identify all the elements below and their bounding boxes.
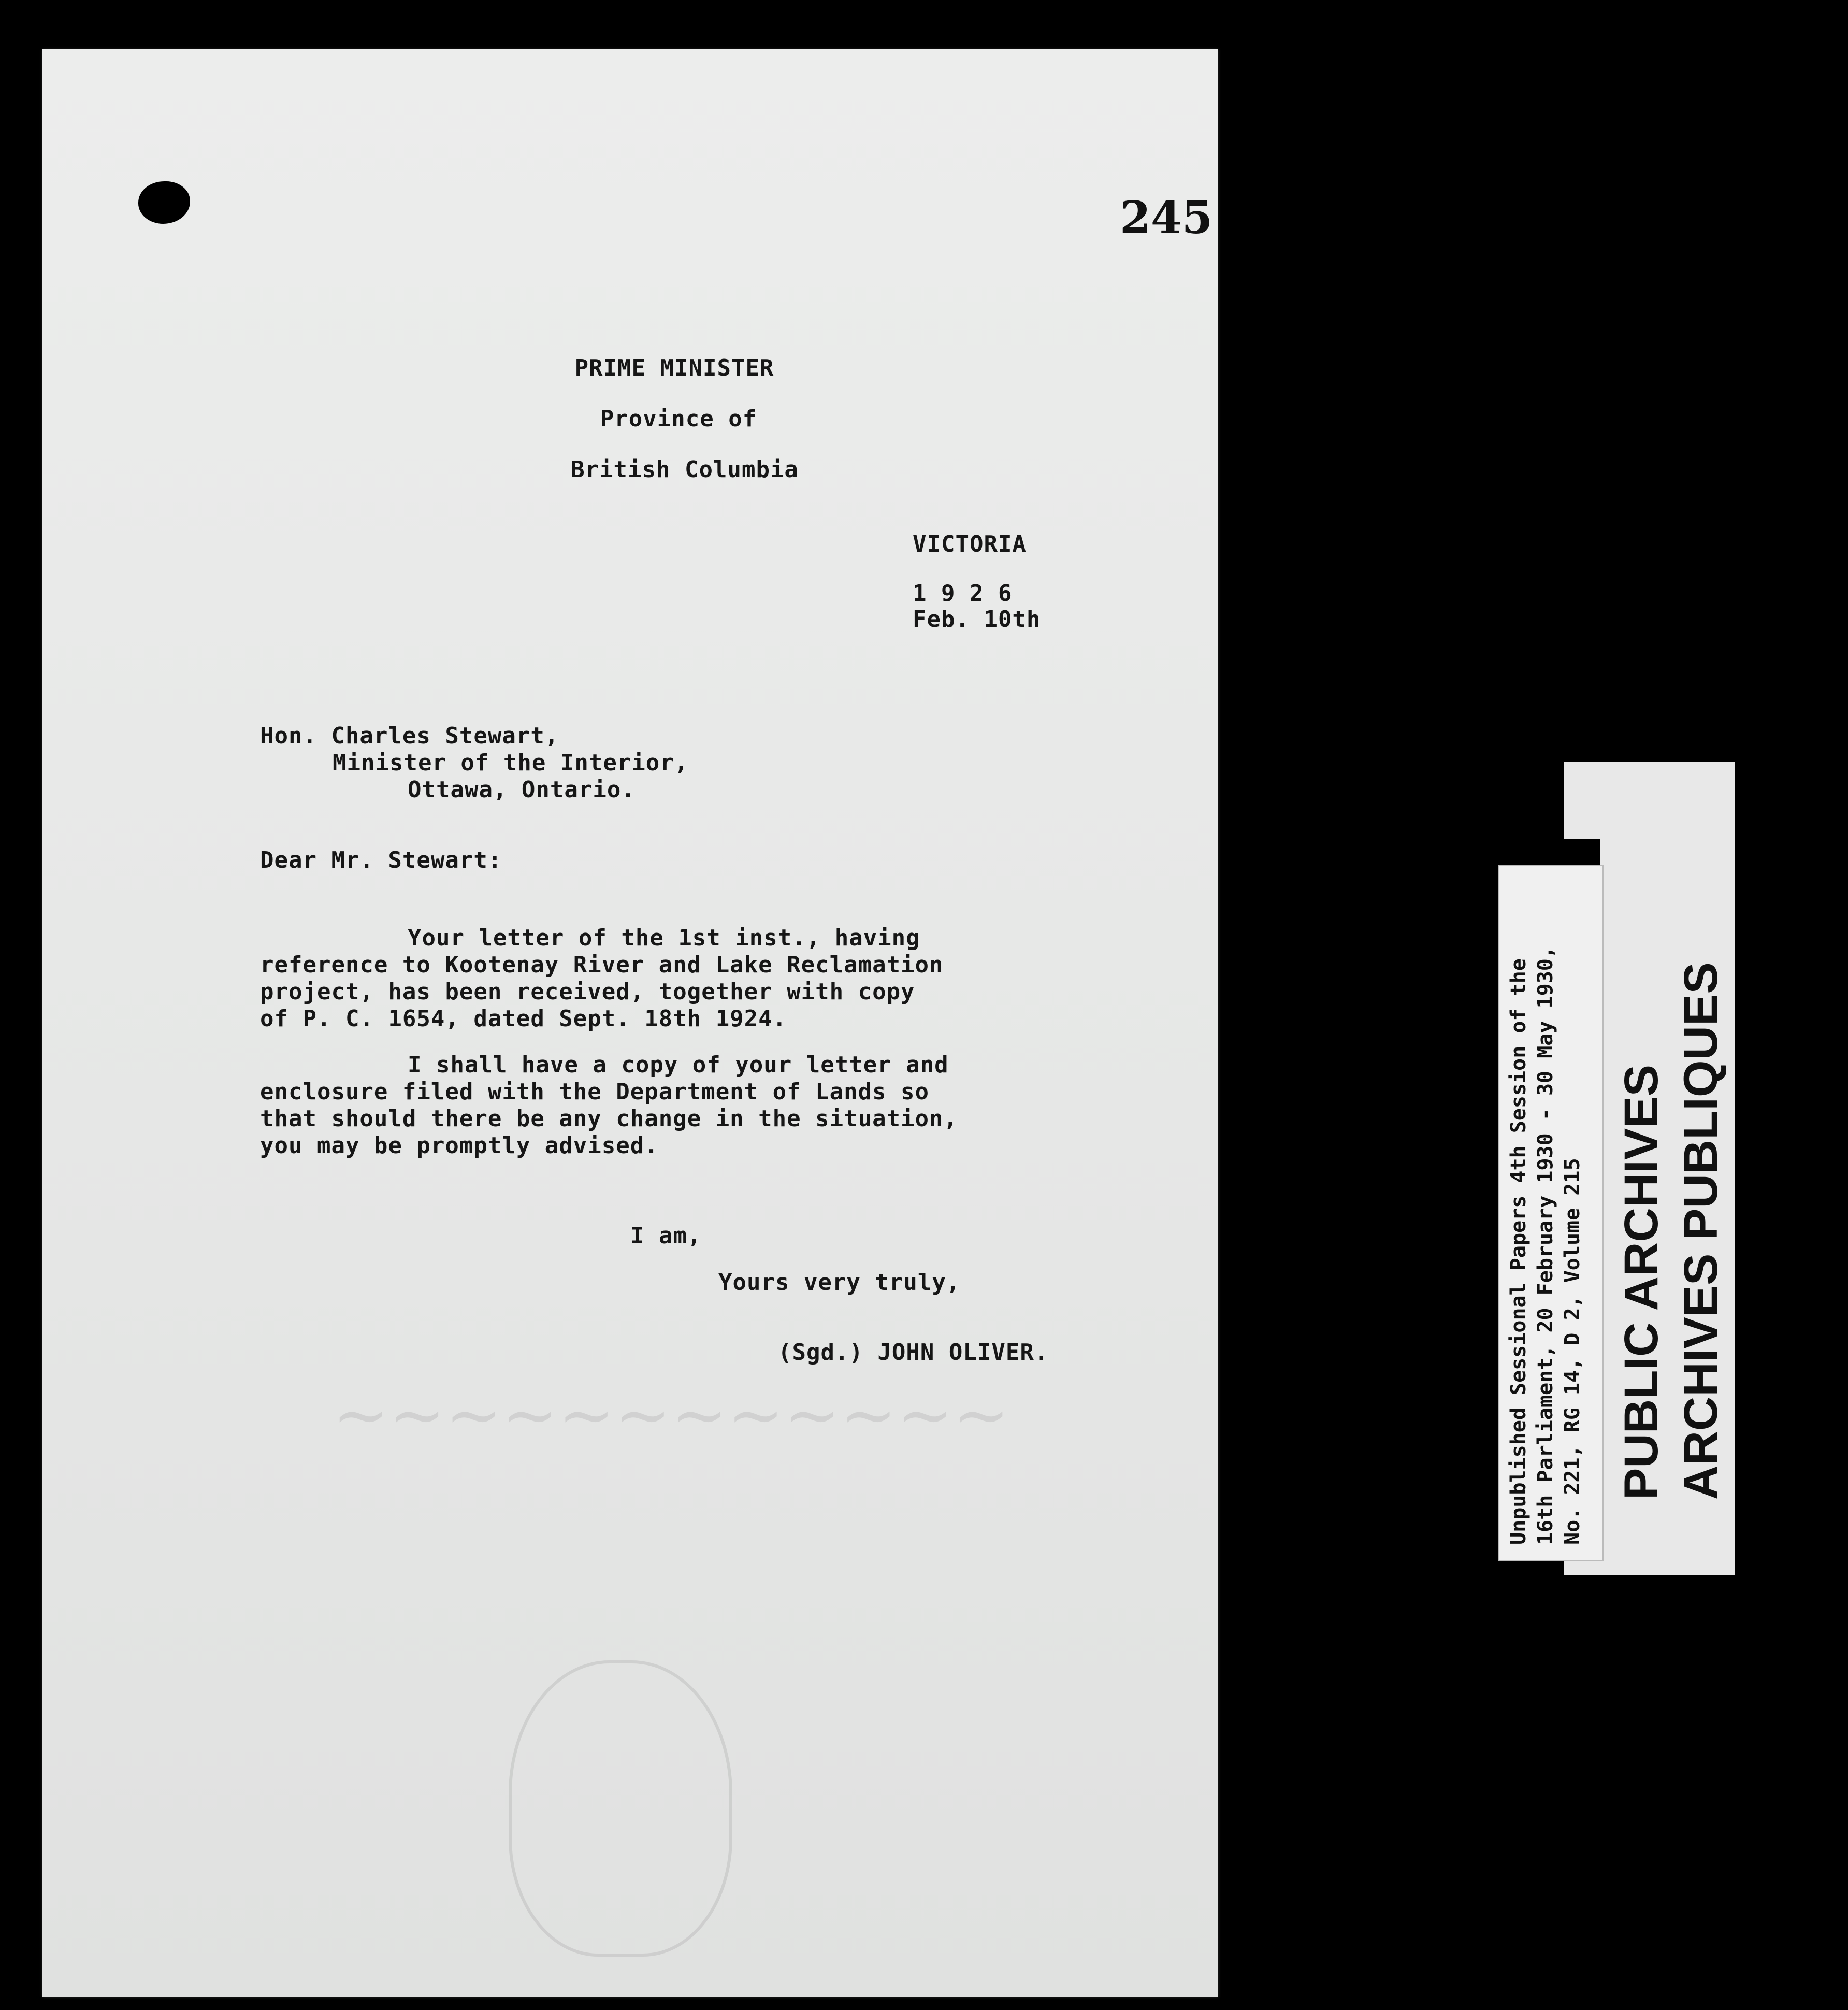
- punch-hole: [138, 181, 190, 224]
- closing-line: Yours very truly,: [718, 1269, 961, 1296]
- archive-tag-line: ARCHIVES PUBLIQUES: [1674, 962, 1727, 1500]
- archive-label: [1498, 865, 1604, 1561]
- archive-label-line: 16th Parliament, 20 February 1930 - 30 May 1930,: [1534, 946, 1557, 1545]
- body-line: enclosure filed with the Department of Lands so: [260, 1079, 930, 1105]
- body-line: that should there be any change in the situation,: [260, 1106, 958, 1132]
- place: VICTORIA: [913, 531, 1027, 557]
- year: 1 9 2 6: [913, 580, 1013, 607]
- body-line: project, has been received, together with copy: [260, 979, 915, 1005]
- faint-seal: [509, 1660, 732, 1957]
- letter-page: [42, 49, 1218, 1997]
- date: Feb. 10th: [913, 606, 1041, 633]
- archive-label-line: Unpublished Sessional Papers 4th Session of the: [1507, 958, 1531, 1545]
- archive-tag-line: PUBLIC ARCHIVES: [1615, 1065, 1668, 1500]
- faint-bleedthrough: ~~~~~~~~~~~~: [333, 1375, 1010, 1454]
- body-line: I shall have a copy of your letter and: [408, 1052, 949, 1078]
- letterhead-title: PRIME MINISTER: [574, 355, 774, 381]
- body-line: you may be promptly advised.: [260, 1132, 659, 1159]
- signature: (Sgd.) JOHN OLIVER.: [778, 1339, 1049, 1366]
- addressee-line: Minister of the Interior,: [333, 750, 689, 776]
- page-number: 245: [1120, 192, 1213, 244]
- addressee-line: Ottawa, Ontario.: [408, 777, 636, 803]
- archive-label-line: No. 221, RG 14, D 2, Volume 215: [1561, 1158, 1584, 1545]
- body-line: reference to Kootenay River and Lake Reclamation: [260, 952, 944, 978]
- body-line: of P. C. 1654, dated Sept. 18th 1924.: [260, 1006, 787, 1032]
- body-line: Your letter of the 1st inst., having: [408, 925, 920, 951]
- addressee-line: Hon. Charles Stewart,: [260, 723, 559, 749]
- letterhead-region: British Columbia: [571, 456, 799, 483]
- closing-line: I am,: [630, 1223, 702, 1249]
- letterhead-province: Province of: [600, 406, 757, 432]
- salutation: Dear Mr. Stewart:: [260, 847, 502, 873]
